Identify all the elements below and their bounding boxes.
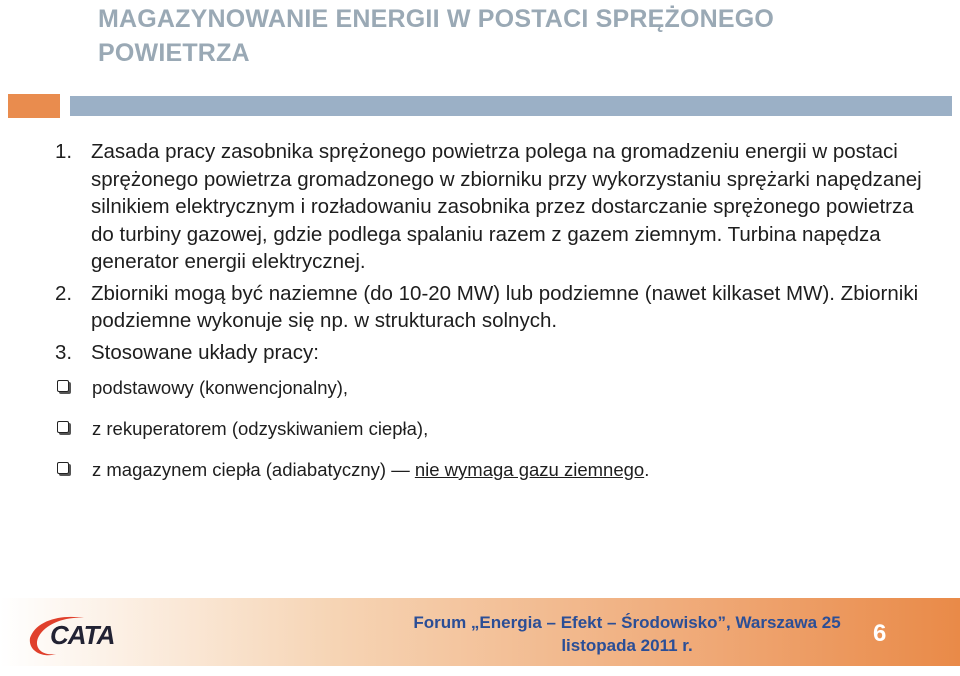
bullet-item-2 <box>55 417 935 441</box>
bullet-item-1 <box>55 376 935 400</box>
title-accent-square <box>8 94 60 118</box>
item-text: Zasada pracy zasobnika sprężonego powietrza polega na gromadzeniu energii w postaci sprężonego powietrza gromadzonego w zbiorniku przy wykorzystaniu sprężarki napędzanej silnikiem elektrycznym i rozładowaniu zasobnika przez dostarczanie sprężonego powietrza do turbiny gazowej, gdzie podlega spalaniu razem z gazem ziemnym. Turbina napędza generator energii elektrycznej. <box>91 140 922 273</box>
logo-text: CATA <box>50 620 115 650</box>
footer-event-text: Forum „Energia – Efekt – Środowisko”, Warszawa 25 listopada 2011 r. <box>413 613 841 655</box>
bullet-text: z rekuperatorem (odzyskiwaniem ciepła), <box>92 418 429 439</box>
bullet-underlined-text: nie wymaga gazu ziemnego <box>414 459 645 480</box>
checkbox-bullet-icon <box>57 380 69 392</box>
numbered-item-1 <box>55 138 935 276</box>
bullet-suffix: . <box>644 459 650 480</box>
item-text: Zbiorniki mogą być naziemne (do 10-20 MW) lub podziemne (nawet kilkaset MW). Zbiorniki podziemne wykonuje się np. w strukturach solnych. <box>91 281 919 332</box>
bullet-item-3 <box>55 458 935 482</box>
item-number: 2. <box>55 281 73 305</box>
slide-title: MAGAZYNOWANIE ENERGII W POSTACI SPRĘŻONEGO POWIETRZA <box>98 5 775 67</box>
checkbox-bullet-icon <box>57 462 69 474</box>
bullet-text: podstawowy (konwencjonalny), <box>92 377 349 398</box>
title-accent-bar <box>70 96 952 116</box>
page-number: 6 <box>873 620 887 647</box>
numbered-item-2 <box>55 280 935 335</box>
item-number: 3. <box>55 340 73 364</box>
bullet-text: z magazynem ciepła (adiabatyczny) — <box>92 459 415 480</box>
item-text: Stosowane układy pracy: <box>91 340 319 364</box>
slide-content <box>55 138 935 499</box>
cata-logo <box>22 608 132 663</box>
checkbox-bullet-icon <box>57 421 69 433</box>
item-number: 1. <box>55 140 73 163</box>
numbered-item-3 <box>55 339 935 367</box>
bullet-list <box>55 376 935 482</box>
